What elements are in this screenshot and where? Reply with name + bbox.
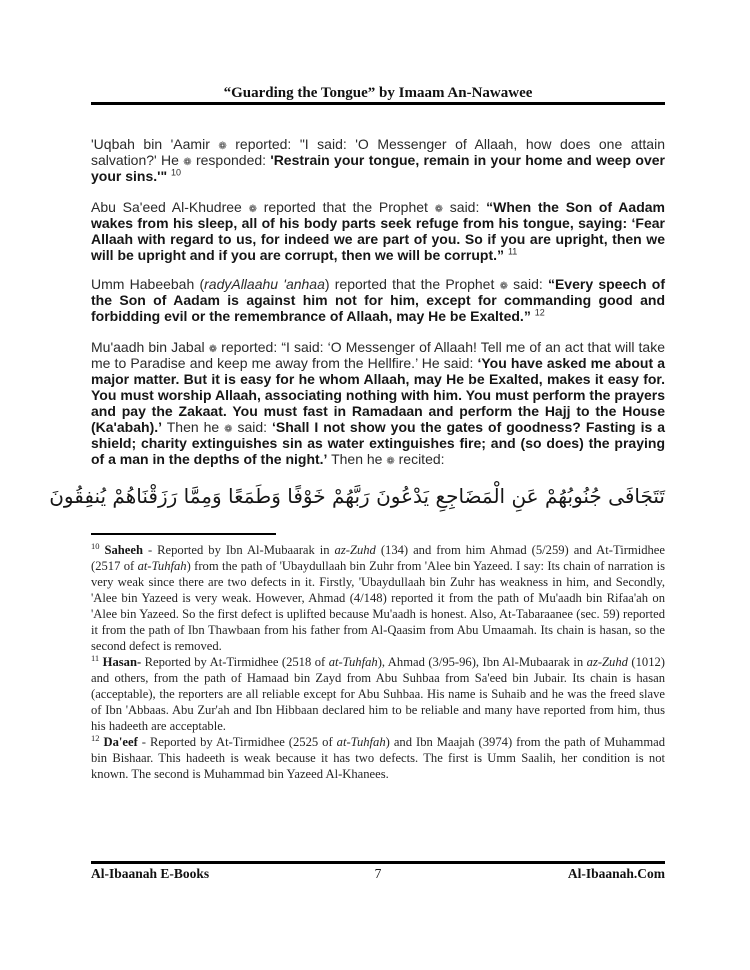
bold-text-run: 'Restrain your tongue, remain in your home and weep over your sins.'" — [91, 152, 665, 184]
italic-text-run: at-Tuhfah — [328, 655, 378, 669]
text-run: Reported by At-Tirmidhee (2518 of — [141, 655, 329, 669]
honorific-symbol-icon: ❁ — [499, 281, 508, 292]
text-run: responded: — [191, 152, 271, 168]
bold-text-run: Hasan- — [102, 655, 142, 669]
text-run: (1012) and others, from the path of Hamaad bin Zayd from Abu Suhbaa from Sa'eed bin Jubair. Its chain is hasan (acceptable), the reporters are all reliable except for Abu Suhbaa. His name is Suhaib and he was the freed slave of Ibn 'Abbaas. Abu Zur'ah and Ibn Hibbaan declared him to be reliable and many have reported from him, thus his hadeeth are acceptable. — [91, 655, 665, 733]
footnote-12 — [91, 734, 665, 782]
text-run: reported that the Prophet — [256, 199, 435, 215]
footnote-ref: 11 — [91, 652, 100, 663]
footnote-ref: 10 — [91, 540, 100, 551]
honorific-symbol-icon: ❁ — [434, 204, 444, 215]
hadith-paragraph-uqbah — [91, 136, 665, 184]
footnote-ref: 11 — [507, 246, 518, 257]
bold-text-run: “Every speech of the Son of Aadam is against him not for him, except for commanding good and forbidding evil or the remembrance of Allaah, may He be Exalted.” — [91, 276, 665, 324]
footnote-separator-rule — [91, 533, 276, 535]
honorific-symbol-icon: ❁ — [208, 344, 218, 355]
honorific-symbol-icon: ❁ — [183, 157, 192, 168]
text-run: said: — [232, 419, 273, 435]
bold-text-run: Da'eef — [103, 735, 138, 749]
text-run: Then he — [327, 451, 387, 467]
footnote-ref: 12 — [534, 307, 545, 318]
italic-text-run: radyAllaahu 'anhaa — [204, 276, 325, 292]
hadith-paragraph-umm-habeebah — [91, 276, 665, 324]
honorific-symbol-icon: ❁ — [248, 204, 257, 215]
text-run: Then he — [162, 419, 225, 435]
bold-text-run: “When the Son of Aadam wakes from his sleep, all of his body parts seek refuge from his tongue, saying: ‘Fear Allaah with regard to us, for indeed we are part of you. So if you are upright, then we will be upright and if you are corrupt, then we will be corrupt.” — [91, 199, 665, 263]
header-rule — [91, 102, 665, 105]
footer-website-text: Al-Ibaanah.Com — [567, 866, 665, 881]
footer-rule — [91, 861, 665, 864]
text-run: ) from the path of 'Ubaydullaah bin Zuhr from 'Alee bin Yazeed. I say: Its chain of narration is very weak since there are two defects in it. Firstly, 'Ubaydullaah bin Zuhr has weakness in him, and Secondly, 'Alee bin Yazeed is very weak. However, Ahmad (4/148) reported it from the path of Mu'aadh bin Rifaa'ah on 'Alee bin Yazeed. So the first defect is uplifted because Mu'aadh is honest. Also, At-Tabaraanee (sec. 59) reported it from the path of Ibn Thawbaan from his father from Al-Qaasim from Abu Umaamah. Its chain is hasan, so the second defect is removed. — [91, 559, 666, 653]
honorific-symbol-icon: ❁ — [386, 456, 395, 467]
text-run: - Reported by At-Tirmidhee (2525 of — [137, 735, 337, 749]
footer-page-number: 7 — [374, 866, 382, 881]
text-run: - Reported by Ibn Al-Mubaarak in — [142, 543, 335, 557]
text-run: recited: — [394, 451, 445, 467]
honorific-symbol-icon: ❁ — [218, 141, 227, 152]
hadith-paragraph-muaadh — [91, 339, 665, 467]
bold-text-run: Saheeh — [104, 543, 143, 557]
text-run: Abu Sa'eed Al-Khudree — [91, 199, 249, 215]
text-run: ), Ahmad (3/95-96), Ibn Al-Mubaarak in — [377, 655, 587, 669]
footnote-ref: 10 — [171, 167, 182, 178]
honorific-symbol-icon: ❁ — [224, 424, 233, 435]
italic-text-run: az-Zuhd — [334, 543, 376, 557]
italic-text-run: az-Zuhd — [586, 655, 628, 669]
text-run: (134) and from him Ahmad (5/259) and At-Tirmidhee (2517 of — [91, 543, 665, 573]
footnote-11 — [91, 654, 665, 734]
text-run: said: — [507, 276, 548, 292]
bold-text-run: ‘Shall I not show you the gates of goodness? Fasting is a shield; charity extinguishes sin as water extinguishes fire; and (so does) the praying of a man in the depths of the night.’ — [91, 419, 665, 467]
footnote-ref: 12 — [91, 732, 100, 743]
text-run: reported: "I said: 'O Messenger of Allaah, how does one attain salvation?' He — [91, 136, 665, 168]
italic-text-run: at-Tuhfah — [336, 735, 386, 749]
hadith-paragraph-abu-saeed — [91, 199, 665, 263]
italic-text-run: at-Tuhfah — [137, 559, 187, 573]
text-run: Mu'aadh bin Jabal — [91, 339, 209, 355]
quran-verse-arabic: تَتَجَافَى جُنُوبُهُمْ عَنِ الْمَضَاجِعِ يَدْعُونَ رَبَّهُمْ خَوْفًا وَطَمَعًا وَمِمَّا رَزَقْنَاهُمْ يُنفِقُونَ — [49, 484, 665, 508]
bold-text-run: ‘You have asked me about a major matter. But it is easy for he whom Allaah, may He be Exalted, makes it easy for. You must worship Allaah, associating nothing with him. You must perform the prayers and pay the Zakaat. You must fast in Ramadaan and perform the Hajj to the House (Ka'abah).’ — [91, 355, 665, 435]
footnote-10 — [91, 542, 665, 654]
footnotes-section — [91, 542, 665, 782]
text-run: 'Uqbah bin 'Aamir — [91, 136, 219, 152]
text-run: reported: “I said: ‘O Messenger of Allaah! Tell me of an act that will take me to Paradise and keep me away from the Hellfire.’ He said: — [91, 339, 665, 371]
page-content — [49, 0, 666, 782]
text-run: said: — [443, 199, 487, 215]
text-run: ) reported that the Prophet — [324, 276, 500, 292]
text-run: ) and Ibn Maajah (3974) from the path of Muhammad bin Bishaar. This hadeeth is weak because it has two defects. The first is Umm Saalih, her condition is not known. The second is Muhammad bin Yazeed Al-Khanees. — [91, 735, 665, 781]
text-run: Umm Habeebah ( — [91, 276, 205, 292]
page-header-title: “Guarding the Tongue” by Imaam An-Nawawee — [223, 85, 533, 101]
footer-publisher-text: Al-Ibaanah E-Books — [91, 866, 210, 881]
